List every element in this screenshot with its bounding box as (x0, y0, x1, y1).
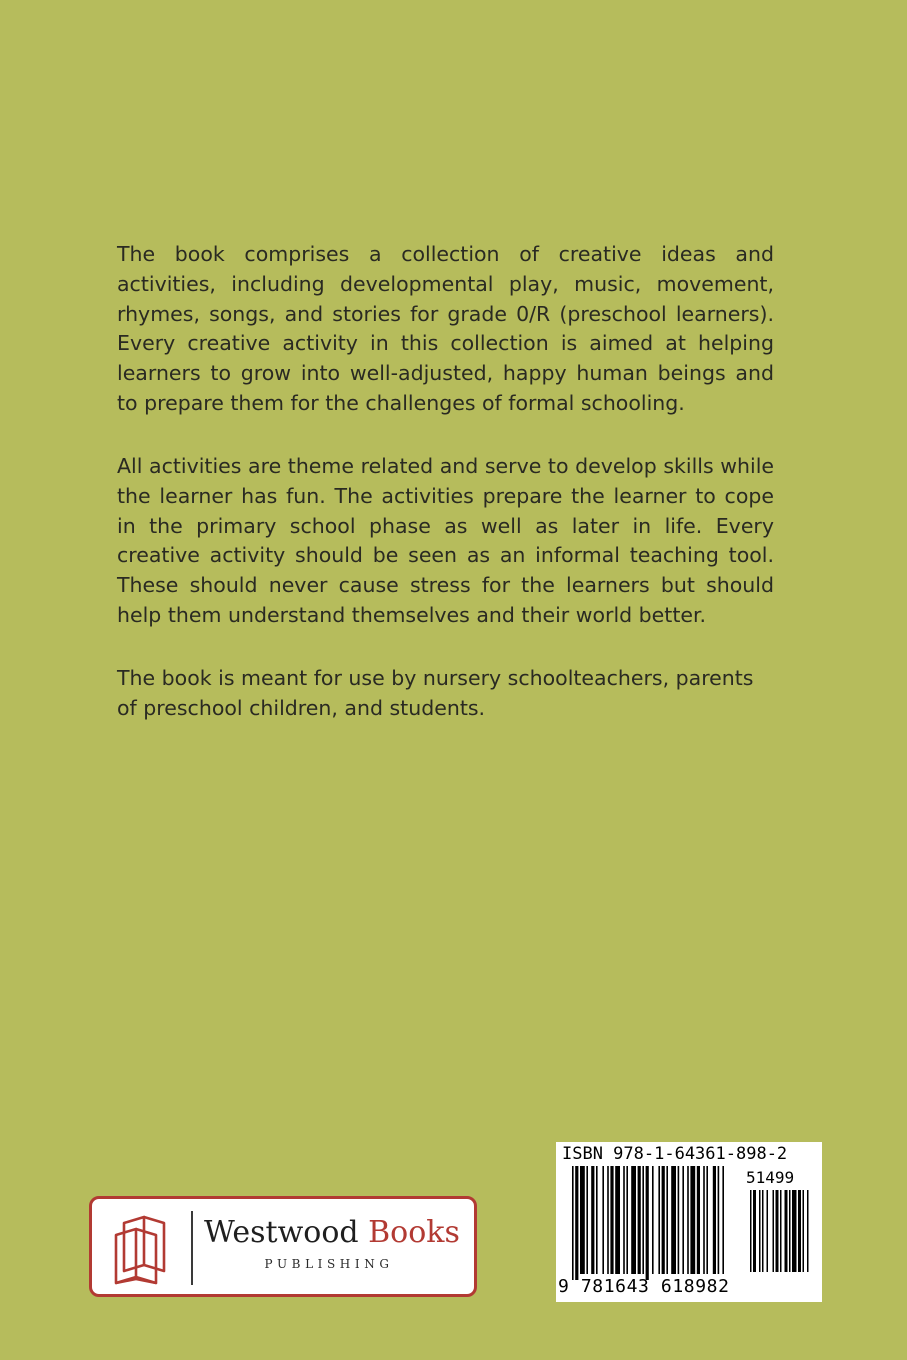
barcode-bar (682, 1166, 684, 1274)
barcode-bar (658, 1166, 660, 1274)
barcode-bar (776, 1190, 779, 1272)
barcode-bar (780, 1190, 782, 1272)
barcode-bar (785, 1190, 788, 1272)
barcode-bar (591, 1166, 594, 1274)
barcode-bar (773, 1190, 775, 1272)
isbn-barcode (556, 1142, 822, 1302)
barcode-bar (575, 1166, 578, 1280)
barcode-bar (687, 1166, 689, 1274)
logo-divider (191, 1211, 193, 1285)
barcode-bar (602, 1166, 604, 1274)
barcode-bar (623, 1166, 625, 1274)
barcode-bar (713, 1166, 716, 1274)
barcode-bar (572, 1166, 574, 1280)
barcode-bar (703, 1166, 705, 1274)
isbn-label: ISBN 978-1-64361-898-2 (562, 1144, 788, 1164)
barcode-bar (678, 1166, 680, 1274)
publisher-name-part-2: Books (368, 1215, 460, 1250)
barcode-bar (615, 1166, 620, 1274)
barcode-bar (671, 1166, 676, 1274)
barcode-bar (803, 1190, 805, 1272)
barcode-bar (666, 1166, 668, 1274)
barcode-bar (638, 1166, 641, 1274)
barcode-bar (722, 1166, 724, 1274)
barcode-bar (807, 1190, 809, 1272)
publisher-subtitle: PUBLISHING (264, 1257, 394, 1271)
barcode-bar (690, 1166, 695, 1274)
barcode-bar (762, 1190, 764, 1272)
blurb-paragraph-2: All activities are theme related and serve to develop skills while the learner has fun. The activities prepare the learner to cope in the primary school phase as well as later in life. Every creative activity should be seen as an informal teaching tool. These should never cause stress for the learners but should help them understand themselves and their world better. (117, 454, 774, 627)
barcode-bar (607, 1166, 609, 1274)
barcode-bar (792, 1190, 797, 1272)
barcode-bar (642, 1166, 644, 1274)
publisher-logo (89, 1196, 477, 1297)
barcode-addon-digits: 51499 (746, 1168, 795, 1187)
barcode-ean-digits: 9 781643 618982 (558, 1276, 730, 1297)
books-icon (110, 1213, 180, 1285)
barcode-bar (798, 1190, 801, 1272)
barcode-bar (610, 1166, 613, 1274)
barcode-bar (662, 1166, 665, 1274)
barcode-bar (706, 1166, 708, 1274)
barcode-bar (759, 1190, 761, 1272)
barcode-bar (646, 1166, 649, 1280)
barcode-bar (750, 1190, 752, 1272)
barcode-bar (626, 1166, 628, 1274)
barcode-bar (586, 1166, 588, 1274)
barcode-bar (580, 1166, 585, 1274)
barcode-bar (718, 1166, 720, 1274)
barcode-bar (697, 1166, 700, 1274)
barcode-bar (767, 1190, 769, 1272)
barcode-bar (596, 1166, 598, 1274)
barcode-bar (789, 1190, 791, 1272)
barcode-bar (631, 1166, 636, 1274)
blurb-paragraph-1: The book comprises a collection of creative ideas and activities, including developmental play, music, movement, rhymes, songs, and stories for grade 0/R (preschool learners). Every creative activity in this collection is aimed at helping learners to grow into well-adjusted, happy human beings and to prepare them for the challenges of formal schooling. (117, 242, 774, 415)
publisher-name-part-1: Westwood (204, 1215, 369, 1250)
publisher-name (204, 1215, 460, 1251)
barcode-bar (652, 1166, 654, 1274)
blurb-paragraph-3: The book is meant for use by nursery schoolteachers, parents of preschool children, and students. (117, 666, 754, 720)
barcode-bar (753, 1190, 756, 1272)
